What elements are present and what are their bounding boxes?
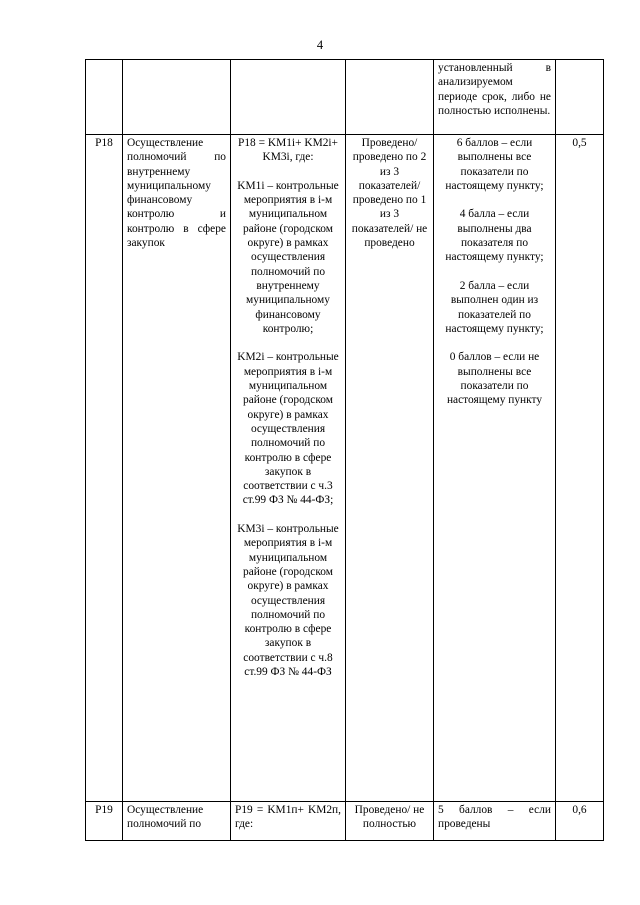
cell-values <box>346 60 434 135</box>
cell-formula: P18 = KM1i+ KM2i+ KM3i, где: KM1i – контрольные мероприятия в i-м муниципальном районе (городском округе) в рамках осуществления полномочий по внутреннему муниципальному финансовому контролю; KM2i – контрольные мероприятия в i-м муниципальном районе (городском округе) в рамках осуществления полномочий по контролю в сфере закупок в соответствии с ч.3 ст.99 ФЗ № 44-ФЗ; KM3i – контрольные мероприятия в i-м муниципальном районе (городском округе) в рамках осуществления полномочий по контролю в сфере закупок в соответствии с ч.8 ст.99 ФЗ № 44-ФЗ <box>231 135 346 802</box>
cell-code: Р19 <box>86 802 123 841</box>
cell-code <box>86 60 123 135</box>
cell-name: Осуществление полномочий по <box>123 802 231 841</box>
cell-values: Проведено/ не полностью <box>346 802 434 841</box>
cell-code: Р18 <box>86 135 123 802</box>
cell-weight: 0,6 <box>556 802 604 841</box>
cell-name <box>123 60 231 135</box>
table-row <box>86 60 604 135</box>
page-number: 4 <box>316 38 324 52</box>
cell-scoring: 5 баллов – если проведены <box>434 802 556 841</box>
cell-weight <box>556 60 604 135</box>
cell-values: Проведено/ проведено по 2 из 3 показателей/ проведено по 1 из 3 показателей/ не проведено <box>346 135 434 802</box>
cell-formula <box>231 60 346 135</box>
cell-formula: Р19 = KM1п+ KM2п, где: <box>231 802 346 841</box>
criteria-table <box>85 59 604 841</box>
cell-scoring: установленный в анализируемом периоде срок, либо не полностью исполнены. <box>434 60 556 135</box>
cell-weight: 0,5 <box>556 135 604 802</box>
cell-scoring: 6 баллов – если выполнены все показатели по настоящему пункту; 4 балла – если выполнены два показателя по настоящему пункту; 2 балла – если выполнен один из показателей по настоящему пункту; 0 баллов – если не выполнены все показатели по настоящему пункту <box>434 135 556 802</box>
cell-name: Осуществление полномочий по внутреннему муниципальному финансовому контролю и контролю в сфере закупок <box>123 135 231 802</box>
table-row <box>86 802 604 841</box>
table-row <box>86 135 604 802</box>
